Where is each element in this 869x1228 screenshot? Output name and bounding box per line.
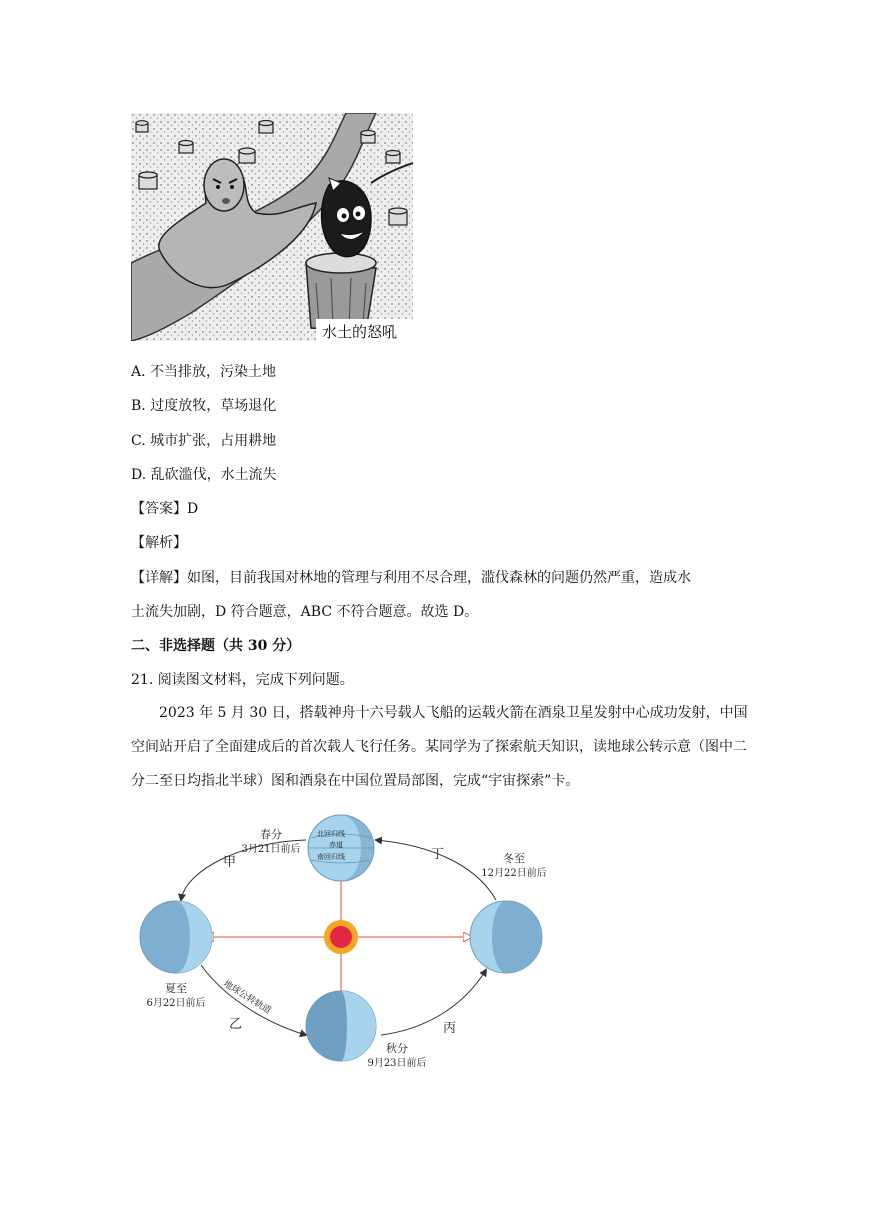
soil-erosion-cartoon [131, 113, 413, 341]
globe-spring [308, 815, 374, 881]
earth-revolution-diagram [131, 800, 559, 1072]
section-title: 二、非选择题（共 30 分） [131, 638, 301, 654]
detail-line-1: 【详解】如图，目前我国对林地的管理与利用不尽合理，滥伐森林的问题仍然严重，造成水 [131, 570, 691, 586]
option-c: C. 城市扩张，占用耕地 [131, 433, 277, 449]
globe-winter [470, 901, 542, 973]
label-jia: 甲 [223, 855, 237, 870]
cartoon-caption: 水土的怒吼 [322, 323, 398, 341]
detail-line-2: 土流失加剧，D 符合题意，ABC 不符合题意。故选 D。 [131, 604, 479, 620]
label-ding: 丁 [431, 847, 445, 862]
svg-text:北回归线: 北回归线 [317, 830, 345, 838]
svg-text:赤道: 赤道 [329, 841, 343, 849]
question-21-stem: 21. 阅读图文材料，完成下列问题。 [131, 672, 354, 688]
answer: 【答案】D [131, 501, 199, 517]
svg-text:6月22日前后: 6月22日前后 [146, 998, 206, 1009]
svg-text:南回归线: 南回归线 [317, 853, 345, 861]
globe-autumn [306, 991, 376, 1061]
svg-text:夏至: 夏至 [165, 982, 187, 995]
question-21-material: 2023 年 5 月 30 日，搭载神舟十六号载人飞船的运载火箭在酒泉卫星发射中心成功发射，中国空间站开启了全面建成后的首次载人飞行任务。某同学为了探索航天知识，读地球公转示意（图中二分二至日均指北半球）图和酒泉在中国位置局部图，完成“宇宙探索”卡。 [131, 705, 748, 789]
analysis-label: 【解析】 [131, 535, 187, 551]
svg-text:秋分: 秋分 [386, 1042, 408, 1055]
svg-text:12月22日前后: 12月22日前后 [481, 868, 547, 879]
label-bing: 丙 [443, 1021, 457, 1036]
sun-icon [324, 920, 358, 954]
label-yi: 乙 [229, 1017, 243, 1032]
orbit-arc-bing [381, 970, 486, 1035]
option-a: A. 不当排放，污染土地 [131, 364, 277, 380]
option-d: D. 乱砍滥伐，水土流失 [131, 467, 277, 483]
svg-text:冬至: 冬至 [503, 852, 525, 865]
svg-text:春分: 春分 [260, 828, 282, 841]
globe-summer [140, 901, 212, 973]
orbit-label: 地球公转轨道 [221, 979, 273, 1017]
svg-text:3月21日前后: 3月21日前后 [241, 844, 301, 855]
option-b: B. 过度放牧，草场退化 [131, 398, 277, 414]
svg-text:9月23日前后: 9月23日前后 [367, 1058, 427, 1069]
